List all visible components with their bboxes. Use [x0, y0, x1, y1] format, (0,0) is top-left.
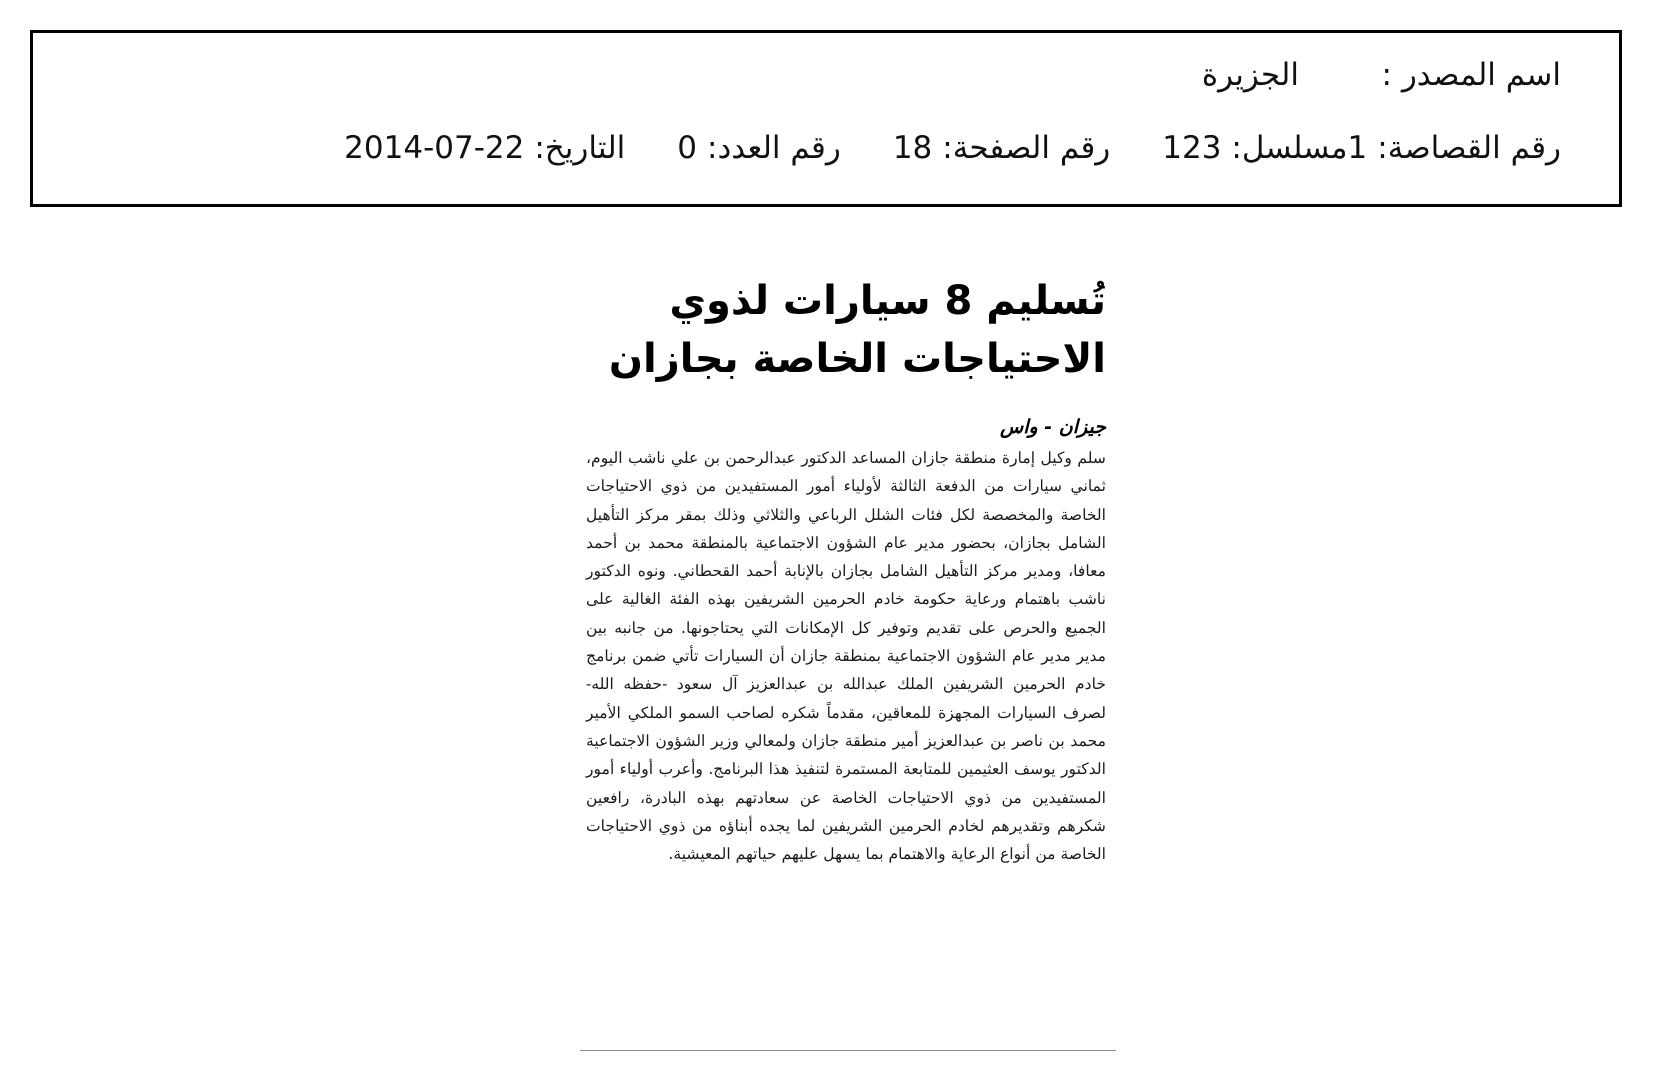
date-field — [344, 128, 625, 168]
date-label: التاريخ: — [534, 130, 626, 166]
serial-value: 123 — [1162, 130, 1222, 166]
serial-field — [1162, 128, 1347, 168]
issue-value: 0 — [677, 130, 697, 166]
clip-number-field — [1348, 128, 1561, 168]
article-headline: تُسليم 8 سيارات لذوي الاحتياجات الخاصة بجازان — [608, 278, 1106, 382]
page-field — [893, 128, 1110, 168]
source-field — [1202, 55, 1561, 95]
serial-label: مسلسل: — [1231, 130, 1348, 166]
date-value: 2014-07-22 — [344, 130, 525, 166]
source-value: الجزيرة — [1201, 57, 1299, 93]
article-dateline: جيزان - واس — [1000, 416, 1106, 438]
page-value: 18 — [892, 130, 933, 166]
clip-details-row — [292, 128, 1561, 168]
source-info-box — [30, 30, 1622, 207]
article-body: سلم وكيل إمارة منطقة جازان المساعد الدكتور عبدالرحمن بن علي ناشب اليوم، ثماني سيارات من الدفعة الثالثة لأولياء أمور المستفيدين من ذوي الاحتياجات الخاصة والمخصصة لكل فئات الشلل الرباعي والثلاثي وذلك بمقر مركز التأهيل الشامل بجازان، بحضور مدير عام الشؤون الاجتماعية بالمنطقة محمد بن أحمد معافا، ومدير مركز التأهيل الشامل بجازان بالإنابة أحمد القحطاني. ونوه الدكتور ناشب باهتمام ورعاية حكومة خادم الحرمين الشريفين بهذه الفئة الغالية على الجميع والحرص على تقديم وتوفير كل الإمكانات التي يحتاجونها. من جانبه بين مدير مدير عام الشؤون الاجتماعية بمنطقة جازان أن السيارات تأتي ضمن برنامج خادم الحرمين الشريفين الملك عبدالله بن عبدالعزيز آل سعود -حفظه الله- لصرف السيارات المجهزة للمعاقين، مقدماً شكره لصاحب السمو الملكي الأمير محمد بن ناصر بن عبدالعزيز أمير منطقة جازان ولمعالي وزير الشؤون الاجتماعية الدكتور يوسف العثيمين للمتابعة المستمرة لتنفيذ هذا البرنامج. وأعرب أولياء أمور المستفيدين من ذوي الاحتياجات الخاصة عن سعادتهم بهذه البادرة، رافعين شكرهم وتقديرهم لخادم الحرمين الشريفين لما يجده أبناؤه من ذوي الاحتياجات الخاصة من أنواع الرعاية والاهتمام بما يسهل عليهم حياتهم المعيشية. — [586, 449, 1106, 864]
source-label: اسم المصدر : — [1381, 57, 1561, 93]
issue-field — [677, 128, 841, 168]
issue-label: رقم العدد: — [707, 130, 841, 166]
page-label: رقم الصفحة: — [942, 130, 1111, 166]
source-row — [1202, 55, 1561, 95]
clip-number-value: 1 — [1347, 130, 1368, 166]
clip-number-label: رقم القصاصة: — [1377, 130, 1561, 166]
bottom-rule — [580, 1050, 1116, 1051]
newspaper-clipping — [578, 232, 1118, 1072]
